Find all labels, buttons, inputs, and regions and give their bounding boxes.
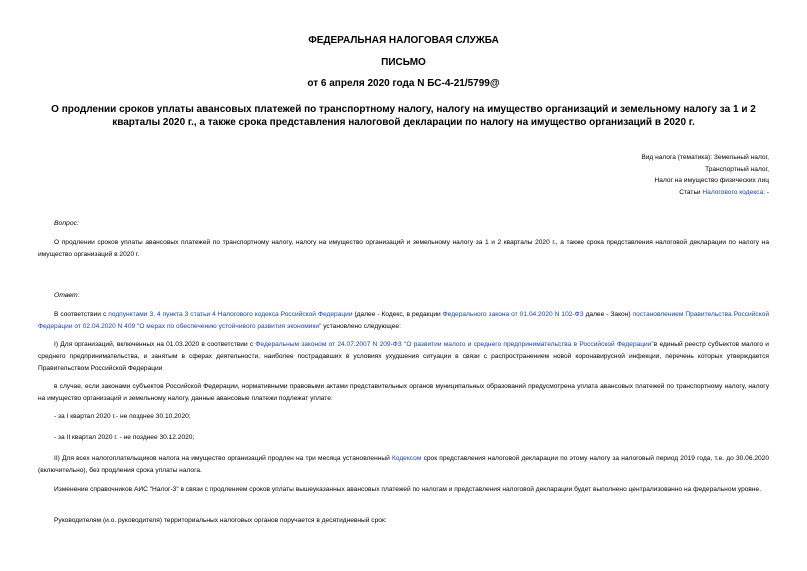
answer-paragraph: II) Для всех налогоплательщиков налога на имущество организаций продлен на три месяца установленный Кодексом срок представления налоговой декларации по этому налогу за налоговый период 2019 года, т.е. до 30.06.2020 (включительно), без продления срока уплаты налога.: [38, 455, 769, 474]
tax-code-articles: Статьи Налогового кодекса: -: [679, 188, 769, 196]
tax-type-line: Налог на имущество физических лиц: [654, 177, 769, 184]
tax-code-article-link[interactable]: подпунктами 3, 4 пункта 3 статьи 4 Налогового кодекса Российской Федерации: [108, 311, 353, 318]
tax-type-block: [641, 152, 769, 198]
document-title: О продлении сроков уплаты авансовых платежей по транспортному налогу, налогу на имущество организаций и земельному налогу за 1 и 2 кварталы 2020 г., а также срока представления налоговой декларации по налогу на имущество организаций в 2020 г.: [51, 104, 756, 128]
federal-law-209-link[interactable]: Федеральным законом от 24.07.2007 N 209-ФЗ "О развитии малого и среднего предпринимательства в Российской Федерации": [255, 341, 654, 348]
tax-code-link[interactable]: Кодексом: [391, 455, 422, 462]
tax-type-line: Транспортный налог,: [705, 165, 769, 173]
answer-paragraph: - за II квартал 2020 г. - не позднее 30.12.2020;: [54, 434, 195, 441]
agency-heading: ФЕДЕРАЛЬНАЯ НАЛОГОВАЯ СЛУЖБА: [308, 35, 499, 46]
answer-label: Ответ:: [54, 292, 80, 299]
answer-paragraph: Изменение справочников АИС "Налог-3" в связи с продлением сроков уплаты вышеуказанных авансовых платежей по налогам и представления налоговой декларации будет выполнено централизованно на федеральном уровне.: [54, 486, 762, 493]
answer-paragraph: Руководителям (и.о. руководителя) территориальных налоговых органов поручается в десятидневный срок:: [54, 517, 387, 524]
question-text: О продлении сроков уплаты авансовых платежей по транспортному налогу, налогу на имущество организаций и земельному налогу за 1 и 2 кварталы 2020 г., а также срока представления налоговой декларации по налогу на имущество организаций в 2020 г.: [38, 239, 769, 258]
tax-type-line: Вид налога (тематика): Земельный налог,: [641, 154, 769, 161]
answer-paragraph: I) Для организаций, включенных на 01.03.2020 в соответствии с Федеральным законом от 24.07.2007 N 209-ФЗ "О развитии малого и среднего предпринимательства в Российской Федерации"в единый реестр субъектов малого и среднего предпринимательства, и занятым в сферах деятельности, наиболее пострадавших в условиях ухудшения ситуации в связи с распространением новой коронавирусной инфекции, перечень которых утверждается Правительством Российской Федерации: [38, 341, 769, 372]
answer-paragraph: в случае, если законами субъектов Российской Федерации, нормативными правовыми актами представительных органов муниципальных образований предусмотрена уплата авансовых платежей по транспортному налогу, налогу на имущество организаций и земельному налогу, данные авансовые платежи подлежат уплате:: [38, 383, 769, 402]
government-decree-409-link[interactable]: постановлением Правительства Российской Федерации от 02.04.2020 N 409 "О мерах по обеспечению устойчивого развития экономики": [38, 311, 770, 330]
answer-paragraph: В соответствии с подпунктами 3, 4 пункта 3 статьи 4 Налогового кодекса Российской Федерации (далее - Кодекс, в редакции Федерального закона от 01.04.2020 N 102-ФЗ далее - Закон) постановлением Правительства Российской Федерации от 02.04.2020 N 409 "О мерах по обеспечению устойчивого развития экономики" установлено следующее:: [38, 311, 770, 330]
tax-code-link[interactable]: Налогового кодекса: [702, 188, 764, 196]
federal-law-102-link[interactable]: Федерального закона от 01.04.2020 N 102-ФЗ: [442, 311, 584, 318]
question-label: Вопрос:: [54, 220, 79, 227]
document-type: ПИСЬМО: [381, 57, 426, 68]
answer-paragraph: - за I квартал 2020 г.- не позднее 30.10.2020;: [54, 413, 191, 420]
document-date-number: от 6 апреля 2020 года N БС-4-21/5799@: [307, 78, 500, 89]
